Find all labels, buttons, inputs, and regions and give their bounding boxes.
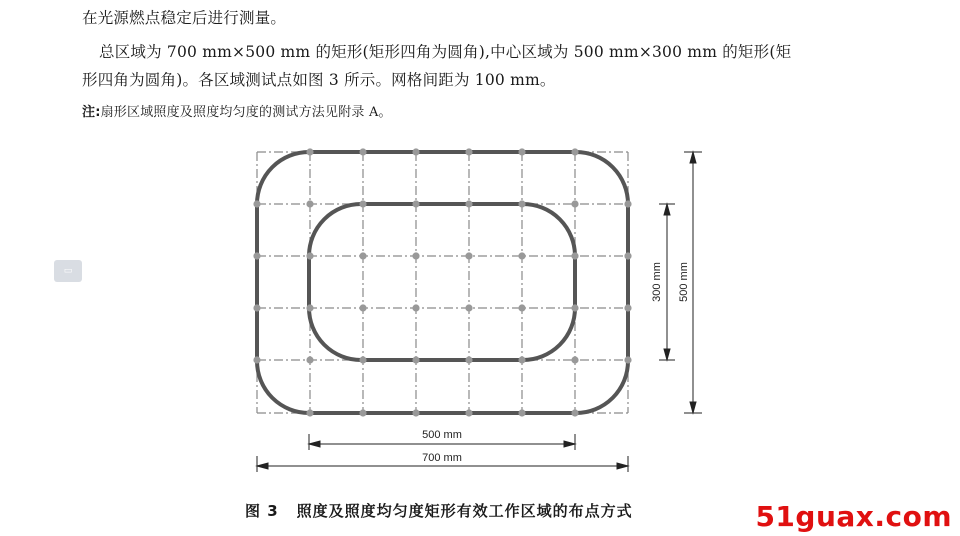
test-point [518,304,525,311]
test-point [624,200,631,207]
test-point [518,409,525,416]
side-logo-icon: ▭ [54,260,82,282]
test-point [624,252,631,259]
test-point [624,304,631,311]
test-point [306,252,313,259]
outer-area [257,152,628,413]
grid-lines [257,152,628,413]
dimension-300mm-vertical-label: 300 mm [651,262,663,302]
test-point [359,200,366,207]
test-point [306,200,313,207]
test-point [465,409,472,416]
test-point [518,200,525,207]
test-point [624,356,631,363]
test-point [518,356,525,363]
caption-number: 图 3 [245,502,279,520]
watermark-logo: 51guax.com [755,500,952,533]
test-point [412,148,419,155]
paragraph-2-line-1: 总区域为 700 mm×500 mm 的矩形(矩形四角为圆角),中心区域为 500 mm×300 mm 的矩形(矩 [99,43,792,61]
test-point [465,356,472,363]
test-point [253,304,260,311]
test-point [571,356,578,363]
note-text: 扇形区域照度及照度均匀度的测试方法见附录 A。 [100,105,392,120]
test-point [306,409,313,416]
test-point [465,304,472,311]
test-point [306,304,313,311]
test-point [412,200,419,207]
test-point [359,356,366,363]
test-point [571,409,578,416]
test-point [412,252,419,259]
test-point [359,252,366,259]
test-point [359,409,366,416]
caption-text: 照度及照度均匀度矩形有效工作区域的布点方式 [296,502,633,520]
test-point [571,148,578,155]
test-point [306,356,313,363]
test-point [412,304,419,311]
figure-caption [245,500,633,521]
test-point [359,304,366,311]
dimension-500mm-horizontal-label: 500 mm [422,429,462,441]
test-point [465,148,472,155]
test-point [518,148,525,155]
test-point [412,356,419,363]
dimension-500mm-vertical-label: 500 mm [678,262,690,302]
test-point [253,200,260,207]
test-point [518,252,525,259]
test-point [571,252,578,259]
test-point [253,252,260,259]
test-point [253,356,260,363]
test-point [465,200,472,207]
paragraph-2-line-2: 形四角为圆角)。各区域测试点如图 3 所示。网格间距为 100 mm。 [82,71,556,89]
test-point [465,252,472,259]
paragraph-1: 在光源燃点稳定后进行测量。 [82,9,287,27]
dimension-700mm-horizontal-label: 700 mm [422,452,462,464]
test-point [571,200,578,207]
test-point [412,409,419,416]
test-point [359,148,366,155]
test-point [571,304,578,311]
test-point [306,148,313,155]
center-area [309,204,575,360]
note-label: 注: [82,105,101,120]
